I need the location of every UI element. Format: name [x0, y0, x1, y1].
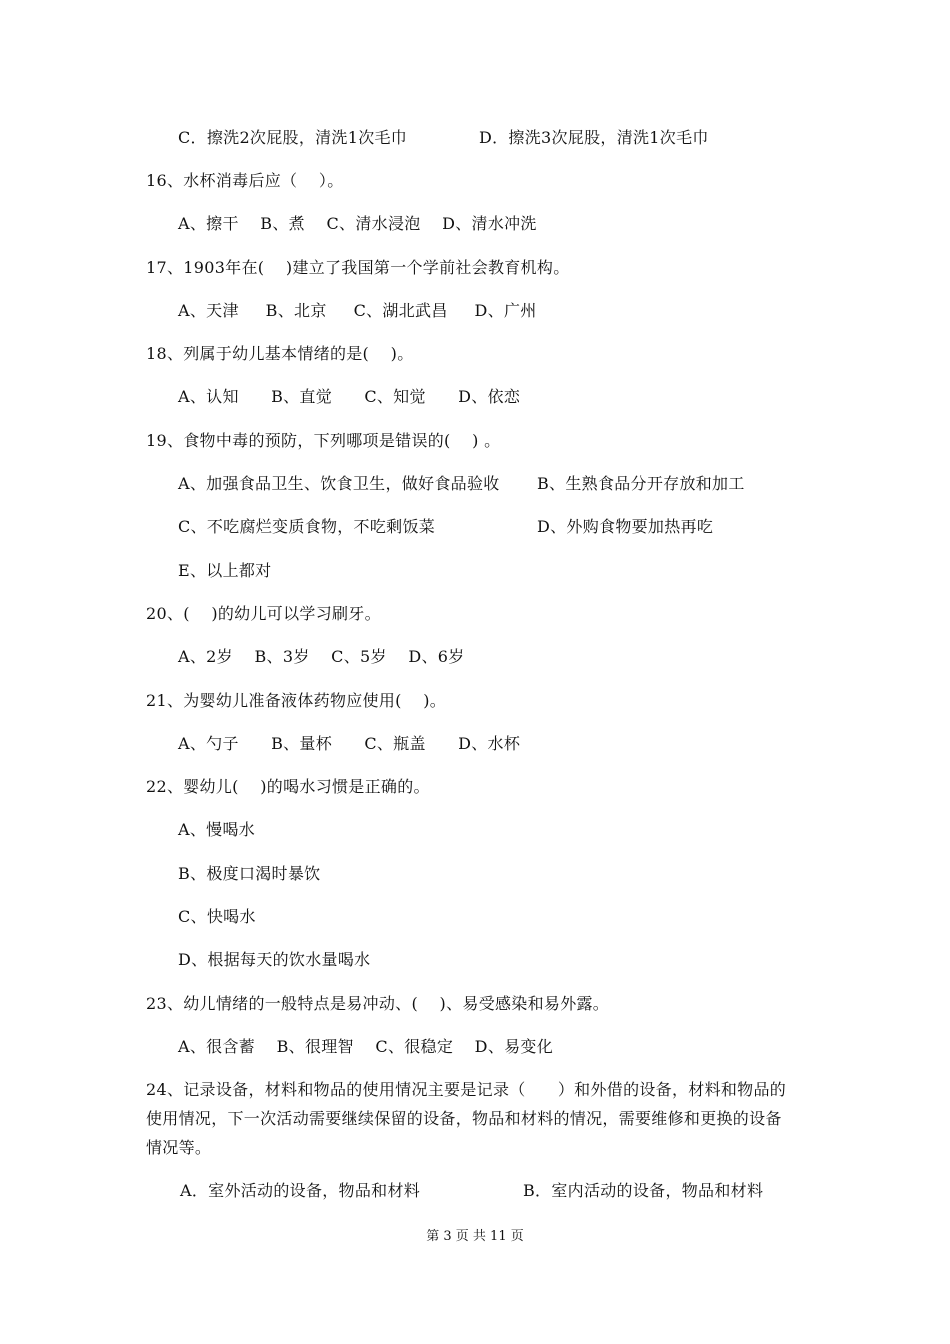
q15-option-c: C．擦洗2次屁股，清洗1次毛巾	[178, 128, 408, 147]
question-19-option-e: E、以上都对	[178, 561, 272, 580]
question-22-option-d: D、根据每天的饮水量喝水	[178, 950, 371, 969]
question-24-line-3: 情况等。	[146, 1138, 212, 1157]
question-20-options: A、2岁 B、3岁 C、5岁 D、6岁	[178, 647, 465, 666]
question-24-option-b: B．室内活动的设备，物品和材料	[523, 1181, 764, 1200]
question-17: 17、1903年在( )建立了我国第一个学前社会教育机构。	[146, 258, 570, 277]
question-24-line-2: 使用情况，下一次活动需要继续保留的设备，物品和材料的情况，需要维修和更换的设备	[146, 1109, 782, 1128]
question-16: 16、水杯消毒后应（ ）。	[146, 171, 344, 190]
question-19-option-d: D、外购食物要加热再吃	[537, 517, 714, 536]
question-22-option-a: A、慢喝水	[178, 820, 256, 839]
question-18: 18、列属于幼儿基本情绪的是( )。	[146, 344, 414, 363]
question-21: 21、为婴幼儿准备液体药物应使用( )。	[146, 691, 447, 710]
page-footer: 第 3 页 共 11 页	[426, 1229, 524, 1244]
question-22-option-b: B、极度口渴时暴饮	[178, 864, 321, 883]
question-19-option-c: C、不吃腐烂变质食物，不吃剩饭菜	[178, 517, 436, 536]
question-20: 20、( )的幼儿可以学习刷牙。	[146, 604, 381, 623]
question-23-options: A、很含蓄 B、很理智 C、很稳定 D、易变化	[178, 1037, 554, 1056]
question-22-option-c: C、快喝水	[178, 907, 256, 926]
question-21-options: A、勺子 B、量杯 C、瓶盖 D、水杯	[178, 734, 521, 753]
q15-option-d: D．擦洗3次屁股，清洗1次毛巾	[479, 128, 709, 147]
question-16-options: A、擦干 B、煮 C、清水浸泡 D、清水冲洗	[178, 214, 537, 233]
question-18-options: A、认知 B、直觉 C、知觉 D、依恋	[178, 387, 521, 406]
question-24-line-1: 24、记录设备，材料和物品的使用情况主要是记录（ ）和外借的设备，材料和物品的	[146, 1080, 787, 1099]
question-19-option-a: A、加强食品卫生、饮食卫生，做好食品验收	[178, 474, 500, 493]
question-22: 22、婴幼儿( )的喝水习惯是正确的。	[146, 777, 430, 796]
question-19: 19、食物中毒的预防，下列哪项是错误的( ) 。	[146, 431, 501, 450]
question-17-options: A、天津 B、北京 C、湖北武昌 D、广州	[178, 301, 537, 320]
question-19-option-b: B、生熟食品分开存放和加工	[537, 474, 745, 493]
question-24-option-a: A．室外活动的设备，物品和材料	[180, 1181, 421, 1200]
question-23: 23、幼儿情绪的一般特点是易冲动、( )、易受感染和易外露。	[146, 994, 610, 1013]
